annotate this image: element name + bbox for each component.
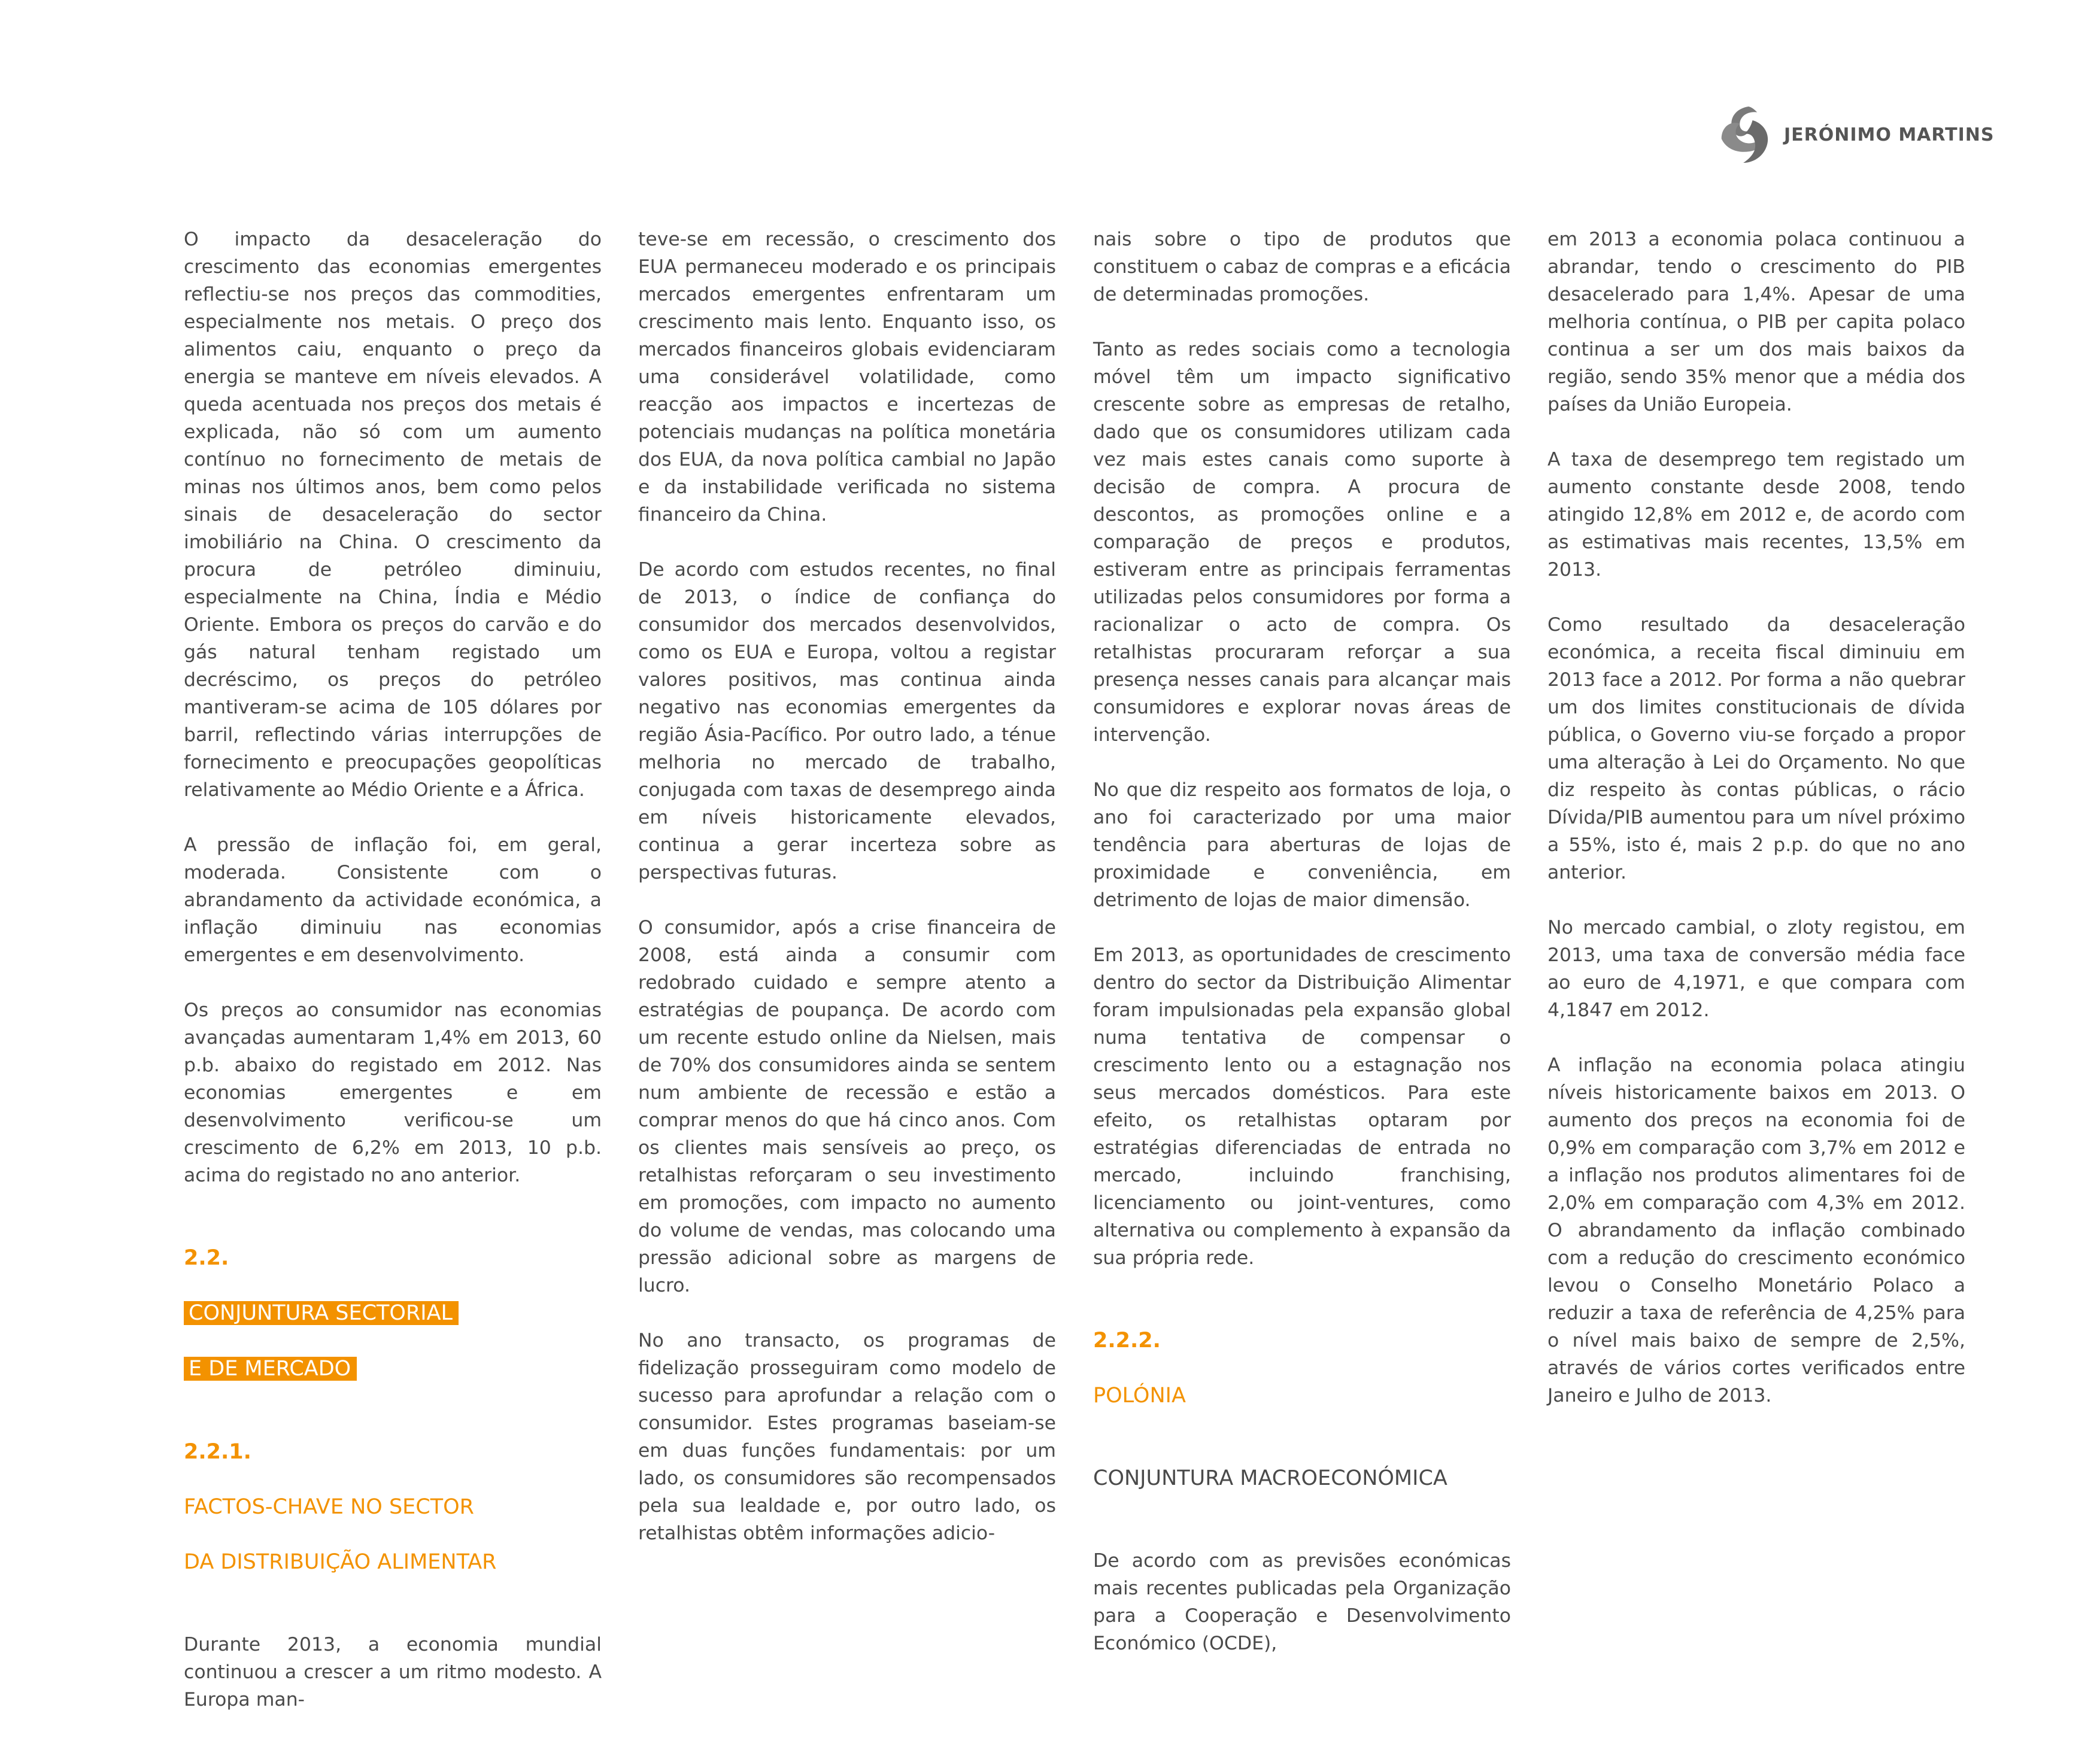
section-number: 2.2. xyxy=(184,1246,229,1270)
subsection-title: POLÓNIA xyxy=(1093,1384,1186,1408)
paragraph: nais sobre o tipo de produtos que constituem o cabaz de compras e a eficácia de determinadas promoções. xyxy=(1093,229,1511,305)
brand-name: JERÓNIMO MARTINS xyxy=(1784,124,1995,145)
paragraph: A pressão de inflação foi, em geral, moderada. Consistente com o abrandamento da actividade económica, a inflação diminuiu nas economias emergentes e em desenvolvimento. xyxy=(184,834,602,966)
paragraph: em 2013 a economia polaca continuou a abrandar, tendo o crescimento do PIB desacelerado para 1,4%. Apesar de uma melhoria contínua, o PIB per capita polaco continua a ser um dos mais baixos da região, sendo 35% menor que a média dos países da União Europeia. xyxy=(1547,229,1965,415)
section-title-line-1 xyxy=(184,1299,602,1327)
paragraph: No mercado cambial, o zloty registou, em 2013, uma taxa de conversão média face ao euro de 4,1971, e que compara com 4,1847 em 2012. xyxy=(1547,917,1965,1021)
macro-heading: CONJUNTURA MACROECONÓMICA xyxy=(1093,1466,1447,1490)
section-title-text-1: CONJUNTURA SECTORIAL xyxy=(184,1301,459,1325)
paragraph: Durante 2013, a economia mundial continuou a crescer a um ritmo modesto. A Europa man- xyxy=(184,1634,602,1710)
paragraph: No que diz respeito aos formatos de loja, o ano foi caracterizado por uma maior tendência para aberturas de lojas de proximidade e conveniência, em detrimento de lojas de maior dimensão. xyxy=(1093,779,1511,911)
paragraph: teve-se em recessão, o crescimento dos EUA permaneceu moderado e os principais mercados emergentes enfrentaram um crescimento mais lento. Enquanto isso, os mercados financeiros globais evidenciaram uma considerável volatilidade, como reacção aos impactos e incertezas de potenciais mudanças na política monetária dos EUA, da nova política cambial no Japão e da instabilidade verificada no sistema financeiro da China. xyxy=(638,229,1056,525)
section-title-line-2 xyxy=(184,1355,602,1383)
text-column-1 xyxy=(184,226,602,1741)
text-column-2 xyxy=(638,226,1056,1575)
paragraph: A inflação na economia polaca atingiu níveis historicamente baixos em 2013. O aumento dos preços na economia foi de 0,9% em comparação com 3,7% em 2012 e a inflação nos produtos alimentares foi de 2,0% em comparação com 4,3% em 2012. O abrandamento da inflação combinado com a redução do crescimento económico levou o Conselho Monetário Polaco a reduzir a taxa de referência de 4,25% para o nível mais baixo de sempre de 2,5%, através de vários cortes verificados entre Janeiro e Julho de 2013. xyxy=(1547,1055,1965,1406)
paragraph: De acordo com as previsões económicas mais recentes publicadas pela Organização para a Cooperação e Desenvolvimento Económico (OCDE), xyxy=(1093,1550,1511,1654)
section-title-text-2: E DE MERCADO xyxy=(184,1357,357,1381)
subsection-number: 2.2.2. xyxy=(1093,1329,1161,1353)
text-column-4 xyxy=(1547,226,1965,1437)
paragraph: De acordo com estudos recentes, no final de 2013, o índice de confiança do consumidor dos mercados desenvolvidos, como os EUA e Europa, voltou a registar valores positivos, mas continua ainda negativo nas economias emergentes da região Ásia-Pacífico. Por outro lado, a ténue melhoria no mercado de trabalho, conjugada com taxas de desemprego ainda em níveis historicamente elevados, continua a gerar incerteza sobre as perspectivas futuras. xyxy=(638,559,1056,883)
paragraph: O consumidor, após a crise financeira de 2008, está ainda a consumir com redobrado cuidado e sempre atento a estratégias de poupança. De acordo com um recente estudo online da Nielsen, mais de 70% dos consumidores ainda se sentem num ambiente de recessão e estão a comprar menos do que há cinco anos. Com os clientes mais sensíveis ao preço, os retalhistas reforçaram o seu investimento em promoções, com impacto no aumento do volume de vendas, mas colocando uma pressão adicional sobre as margens de lucro. xyxy=(638,917,1056,1296)
paragraph: No ano transacto, os programas de fidelização prosseguiram como modelo de sucesso para aprofundar a relação com o consumidor. Estes programas baseiam-se em duas funções fundamentais: por um lado, os consumidores são recompensados pela sua lealdade e, por outro lado, os retalhistas obtêm informações adicio- xyxy=(638,1330,1056,1544)
subsection-number: 2.2.1. xyxy=(184,1440,251,1464)
subsection-title-line-2: DA DISTRIBUIÇÃO ALIMENTAR xyxy=(184,1550,497,1574)
paragraph: Como resultado da desaceleração económica, a receita fiscal diminuiu em 2013 face a 2012. Por forma a não quebrar um dos limites constitucionais de dívida pública, o Governo viu-se forçado a propor uma alteração à Lei do Orçamento. No que diz respeito às contas públicas, o rácio Dívida/PIB aumentou para um nível próximo a 55%, isto é, mais 2 p.p. do que no ano anterior. xyxy=(1547,614,1965,883)
paragraph: Os preços ao consumidor nas economias avançadas aumentaram 1,4% em 2013, 60 p.b. abaixo do registado em 2012. Nas economias emergentes e em desenvolvimento verificou-se um crescimento de 6,2% em 2013, 10 p.b. acima do registado no ano anterior. xyxy=(184,999,602,1186)
text-column-3 xyxy=(1093,226,1511,1685)
subsection-title-line-1: FACTOS-CHAVE NO SECTOR xyxy=(184,1495,474,1519)
paragraph: O impacto da desaceleração do crescimento das economias emergentes reflectiu-se nos preços das commodities, especialmente nos metais. O preço dos alimentos caiu, enquanto o preço da energia se manteve em níveis elevados. A queda acentuada nos preços dos metais é explicada, não só com um aumento contínuo no fornecimento de metais de minas nos últimos anos, bem como pelos sinais de desaceleração do sector imobiliário na China. O crescimento da procura de petróleo diminuiu, especialmente na China, Índia e Médio Oriente. Embora os preços do carvão e do gás natural tenham registado um decréscimo, os preços do petróleo mantiveram-se acima de 105 dólares por barril, reflectindo várias interrupções de fornecimento e preocupações geopolíticas relativamente ao Médio Oriente e a África. xyxy=(184,229,602,801)
brand-logo xyxy=(1717,102,1995,168)
paragraph: Tanto as redes sociais como a tecnologia móvel têm um impacto significativo crescente sobre as empresas de retalho, dado que os consumidores utilizam cada vez mais estes canais como suporte à decisão de compra. A procura de descontos, as promoções online e a comparação de preços e produtos, estiveram entre as principais ferramentas utilizadas pelos consumidores por forma a racionalizar o acto de compra. Os retalhistas procuraram reforçar a sua presença nesses canais para alcançar mais consumidores e explorar novas áreas de intervenção. xyxy=(1093,339,1511,746)
jeronimo-martins-logo-icon xyxy=(1717,103,1774,166)
paragraph: Em 2013, as oportunidades de crescimento dentro do sector da Distribuição Alimentar foram impulsionadas pela expansão global numa tentativa de compensar o crescimento lento ou a estagnação nos seus mercados domésticos. Para este efeito, os retalhistas optaram por estratégias diferenciadas de entrada no mercado, incluindo franchising, licenciamento ou joint-ventures, como alternativa ou complemento à expansão da sua própria rede. xyxy=(1093,944,1511,1269)
paragraph: A taxa de desemprego tem registado um aumento constante desde 2008, tendo atingido 12,8% em 2012 e, de acordo com as estimativas mais recentes, 13,5% em 2013. xyxy=(1547,449,1965,581)
